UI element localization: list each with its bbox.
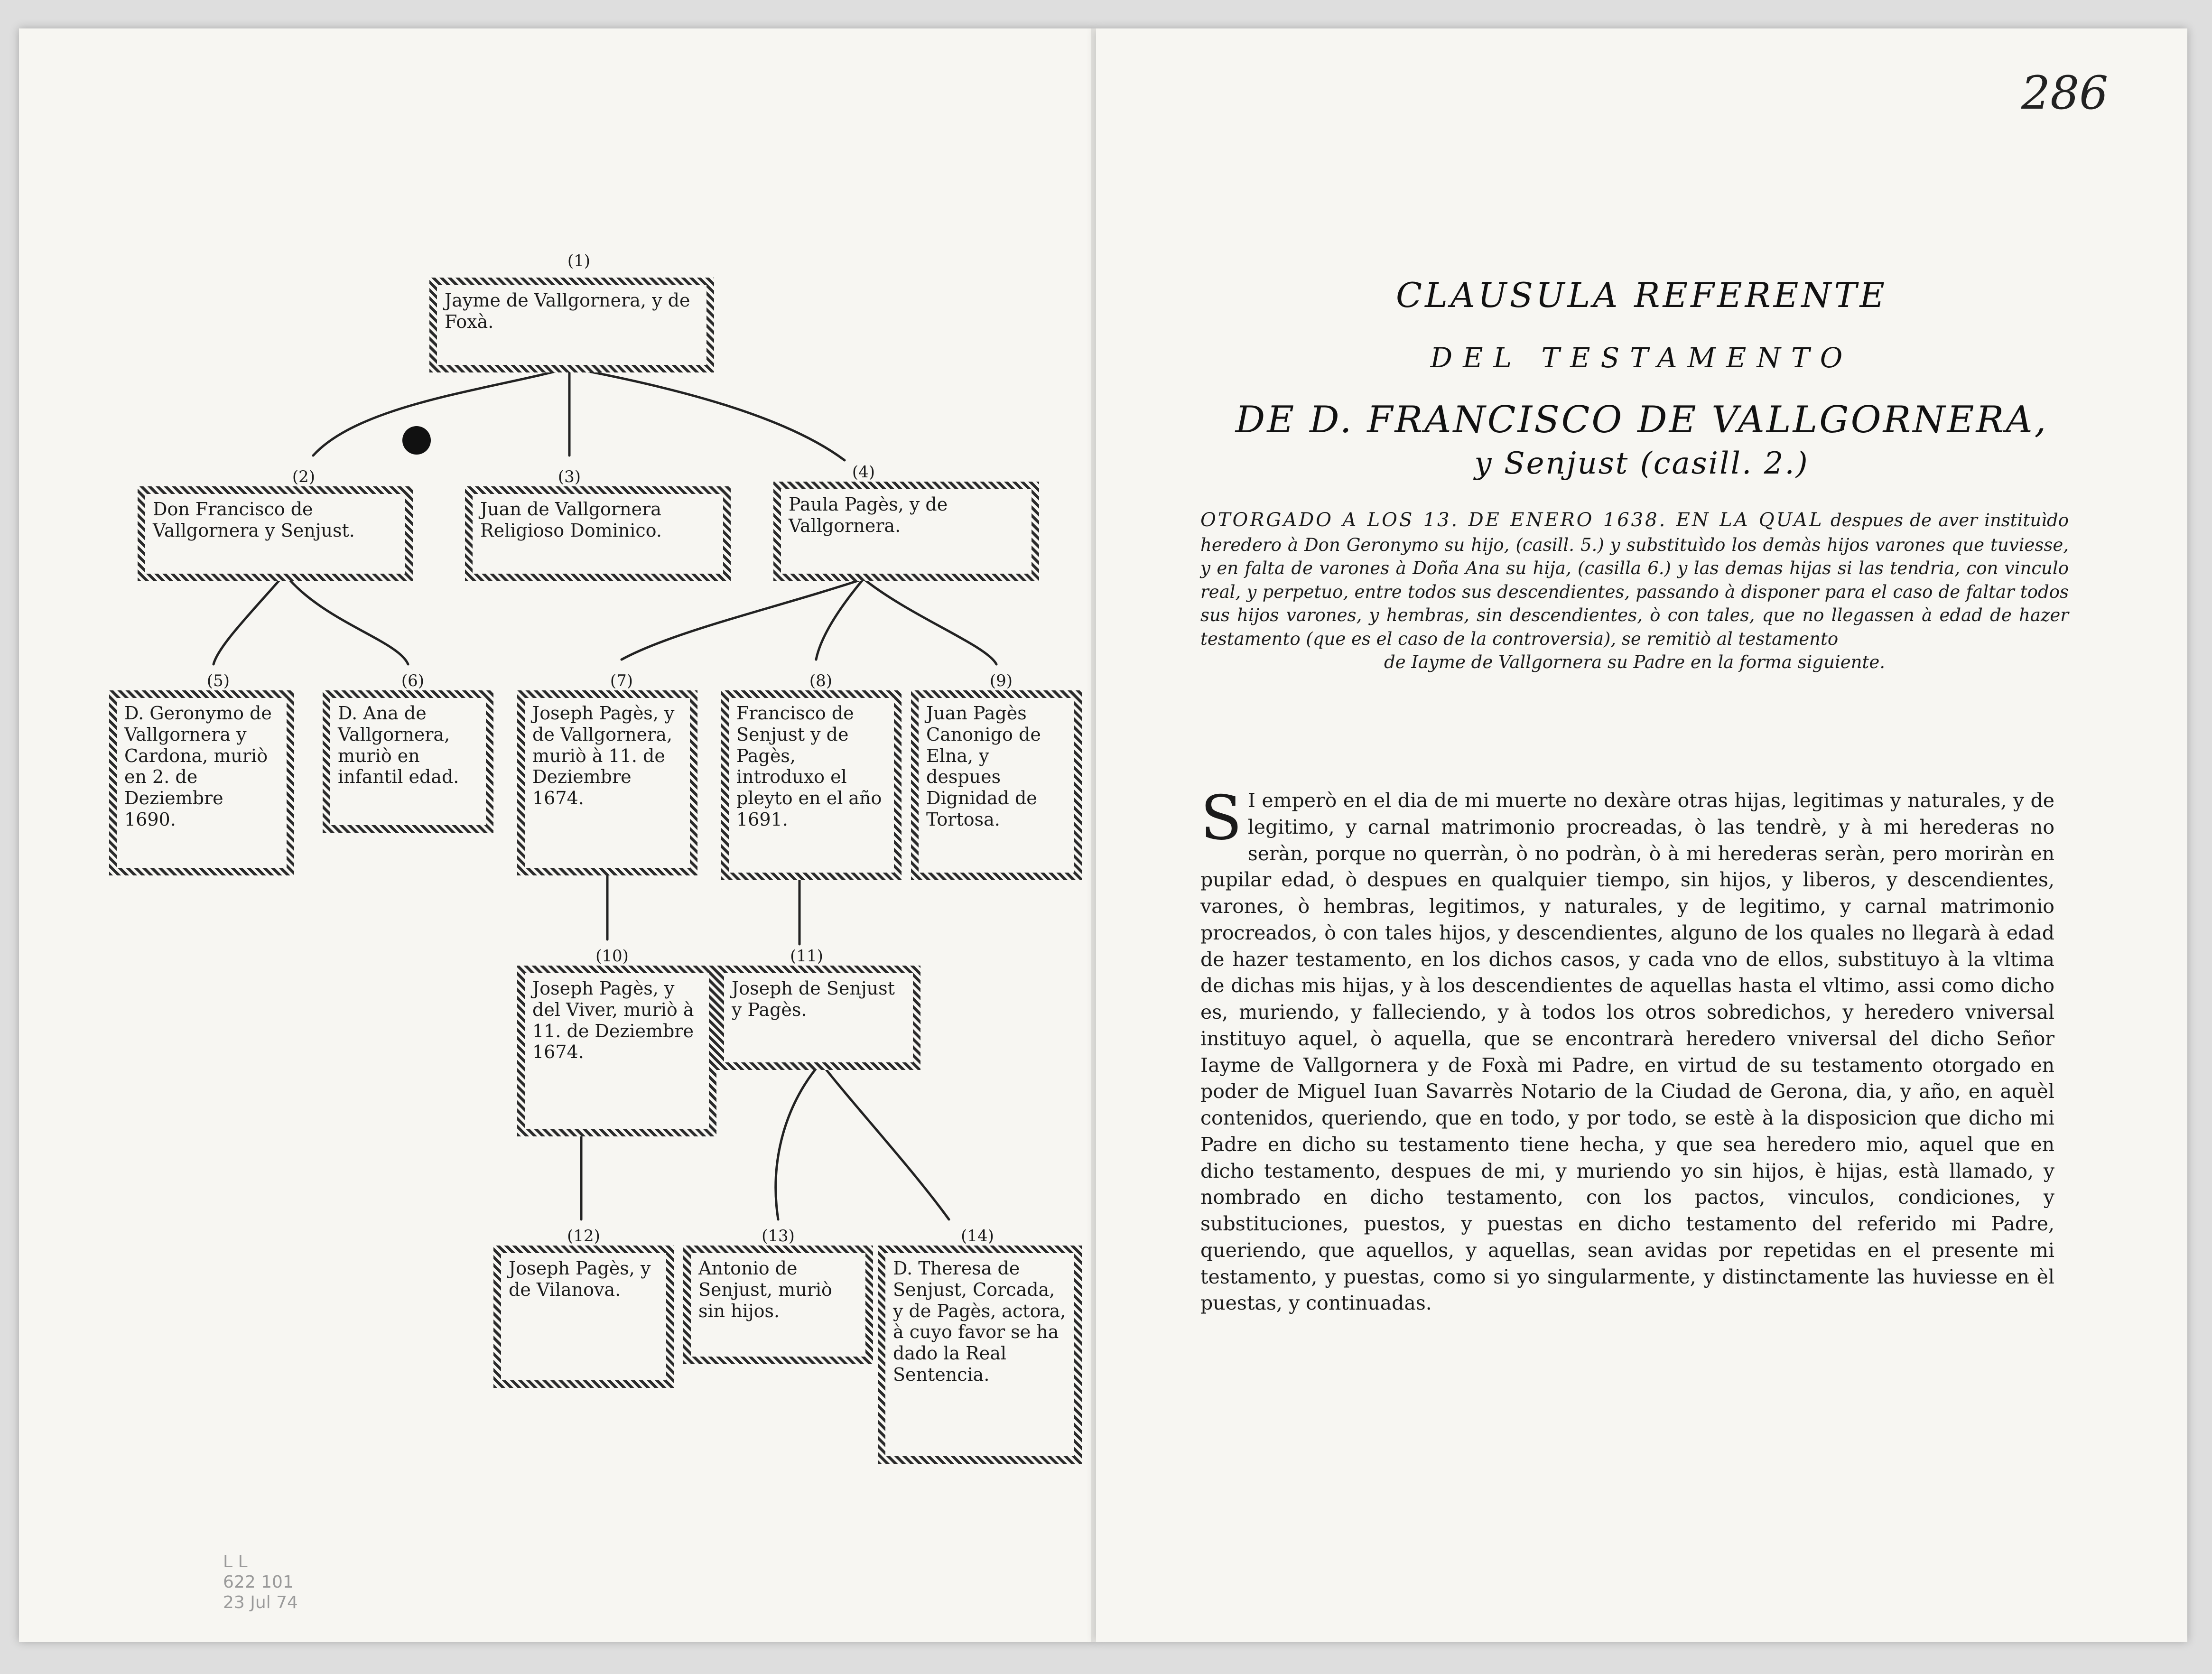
right-page (1096, 28, 2187, 1642)
tree-node-5: D. Geronymo de Vallgornera y Cardona, muriò en 2. de Deziembre 1690. (109, 690, 294, 875)
node-12-number: (12) (567, 1227, 600, 1246)
node-1-number: (1) (567, 251, 591, 270)
tree-node-8: Francisco de Senjust y de Pagès, introduxo el pleyto en el año 1691. (721, 690, 902, 880)
ink-blot (402, 426, 431, 455)
tree-node-1: Jayme de Vallgornera, y de Foxà. (429, 278, 714, 372)
node-4-number: (4) (852, 463, 875, 482)
tree-node-2: Don Francisco de Vallgornera y Senjust. (138, 486, 413, 581)
tree-node-13: Antonio de Senjust, muriò sin hijos. (683, 1246, 873, 1364)
tree-node-14: D. Theresa de Senjust, Corcada, y de Pagès, actora, à cuyo favor se ha dado la Real Sentencia. (878, 1246, 1082, 1464)
node-11-number: (11) (790, 947, 823, 966)
node-9-number: (9) (989, 671, 1013, 690)
connector-11-13 (776, 1063, 821, 1219)
tree-node-9: Juan Pagès Canonigo de Elna, y despues Dignidad de Tortosa. (911, 690, 1082, 880)
title-line-4: y Senjust (casill. 2.) (1474, 446, 1809, 481)
connector-4-9 (864, 579, 996, 664)
node-3-number: (3) (558, 467, 581, 486)
node-5-number: (5) (206, 671, 230, 690)
title-line-3: DE D. FRANCISCO DE VALLGORNERA, (1235, 399, 2048, 441)
tree-node-10: Joseph Pagès, y del Viver, muriò à 11. de Deziembre 1674. (517, 966, 716, 1136)
tree-node-4: Paula Pagès, y de Vallgornera. (773, 482, 1039, 581)
node-8-number: (8) (809, 671, 833, 690)
testament-body (1200, 783, 2054, 1317)
title-line-2: DEL TESTAMENTO (1430, 342, 1853, 374)
tree-node-11: Joseph de Senjust y Pagès. (716, 966, 920, 1070)
node-6-number: (6) (401, 671, 425, 690)
connector-2-5 (214, 574, 285, 664)
node-14-number: (14) (961, 1227, 994, 1246)
left-page (19, 28, 1096, 1642)
summary-body: despues de aver instituìdo heredero à Don Geronymo su hijo, (casill. 5.) y substituìdo los demàs hijos varones que tuviesse, y en falta de varones à Doña Ana su hija, (casilla 6.) y las demas hijas si las tendria, con vinculo real, y perpetuo, entre todos sus descendientes, passando à disponer para el caso de faltar todos sus hijos varones, y hembras, sin descendientes, ò con tales, que no llegassen à edad de hazer testamento (que es el caso de la controversia), se remitiò al testamento (1200, 510, 2069, 649)
archive-handwritten-note: L L 622 101 23 Jul 74 (223, 1552, 298, 1613)
title-line-1: CLAUSULA REFERENTE (1396, 275, 1887, 315)
connector-1-4 (569, 368, 845, 460)
tree-node-6: D. Ana de Vallgornera, muriò en infantil edad. (323, 690, 493, 833)
node-2-number: (2) (292, 467, 316, 486)
summary-last-line: de Iayme de Vallgornera su Padre en la forma siguiente. (1384, 652, 1885, 673)
testament-paragraph: I emperò en el dia de mi muerte no dexàre otras hijas, legitimas y naturales, y de legitimo, y carnal matrimonio procreadas, ò las tendrè, y à mi herederas no seràn, porque no querràn, ò no podràn, ò à mi herederas seràn, pero moriràn en pupilar edad, ò despues en qualquier tiempo, sin hijos, y liberos, y descendientes, varones, ò hembras, legitimos, y naturales, y de legitimo, y carnal matrimonio procreados, ò con tales hijos, y descendientes, alguno de los quales no llegarà à edad de hazer testamento, en los dichos casos, y cada vno de ellos, substituyo à la vltima de dichas mis hijas, y à los descendientes de aquellas hasta el vltimo, assi como dicho es, muriendo, y falleciendo, y à todos los otros sobredichos, y heredero vniversal instituyo aquel, ò aquella, que se encontrarà heredero vniversal del dicho Señor Iayme de Vallgornera y de Foxà mi Padre, en virtud de su testamento otorgado en poder de Miguel Iuan Savarrès Notario de la Ciudad de Gerona, dia, y año, en aquèl contenidos, queriendo, que en todo, y por todo, se estè à la disposicion que dicho mi Padre en dicho su testamento tiene hecha, y que sea heredero mio, aquel que en dicho testamento, despues de mi, y muriendo yo sin hijos, è hijas, està llamado, y nombrado en dicho testamento, con los pactos, vinculos, condiciones, y substituciones, puestos, y puestas en dicho testamento del referido mi Padre, queriendo, que aquellos, y aquellas, sean avidas por repetidas en el presente mi testamento, y puestas, como si yo singularmente, y distinctamente las huviesse en èl puestas, y continuadas. (1200, 789, 2054, 1315)
tree-node-3: Juan de Vallgornera Religioso Dominico. (465, 486, 731, 581)
drop-cap: S (1200, 783, 1242, 854)
tree-node-7: Joseph Pagès, y de Vallgornera, muriò à 11. de Deziembre 1674. (517, 690, 697, 875)
connector-2-6 (285, 574, 408, 664)
tree-node-12: Joseph Pagès, y de Vilanova. (493, 1246, 674, 1388)
folio-number: 286 (2021, 66, 2109, 120)
node-10-number: (10) (595, 947, 629, 966)
node-13-number: (13) (762, 1227, 795, 1246)
connector-4-7 (622, 579, 864, 660)
connector-11-14 (821, 1063, 949, 1219)
summary-head: OTORGADO A LOS 13. DE ENERO 1638. EN LA QUAL (1200, 509, 1824, 531)
connector-1-2 (313, 368, 569, 456)
node-7-number: (7) (610, 671, 633, 690)
clause-summary (1200, 508, 2069, 674)
